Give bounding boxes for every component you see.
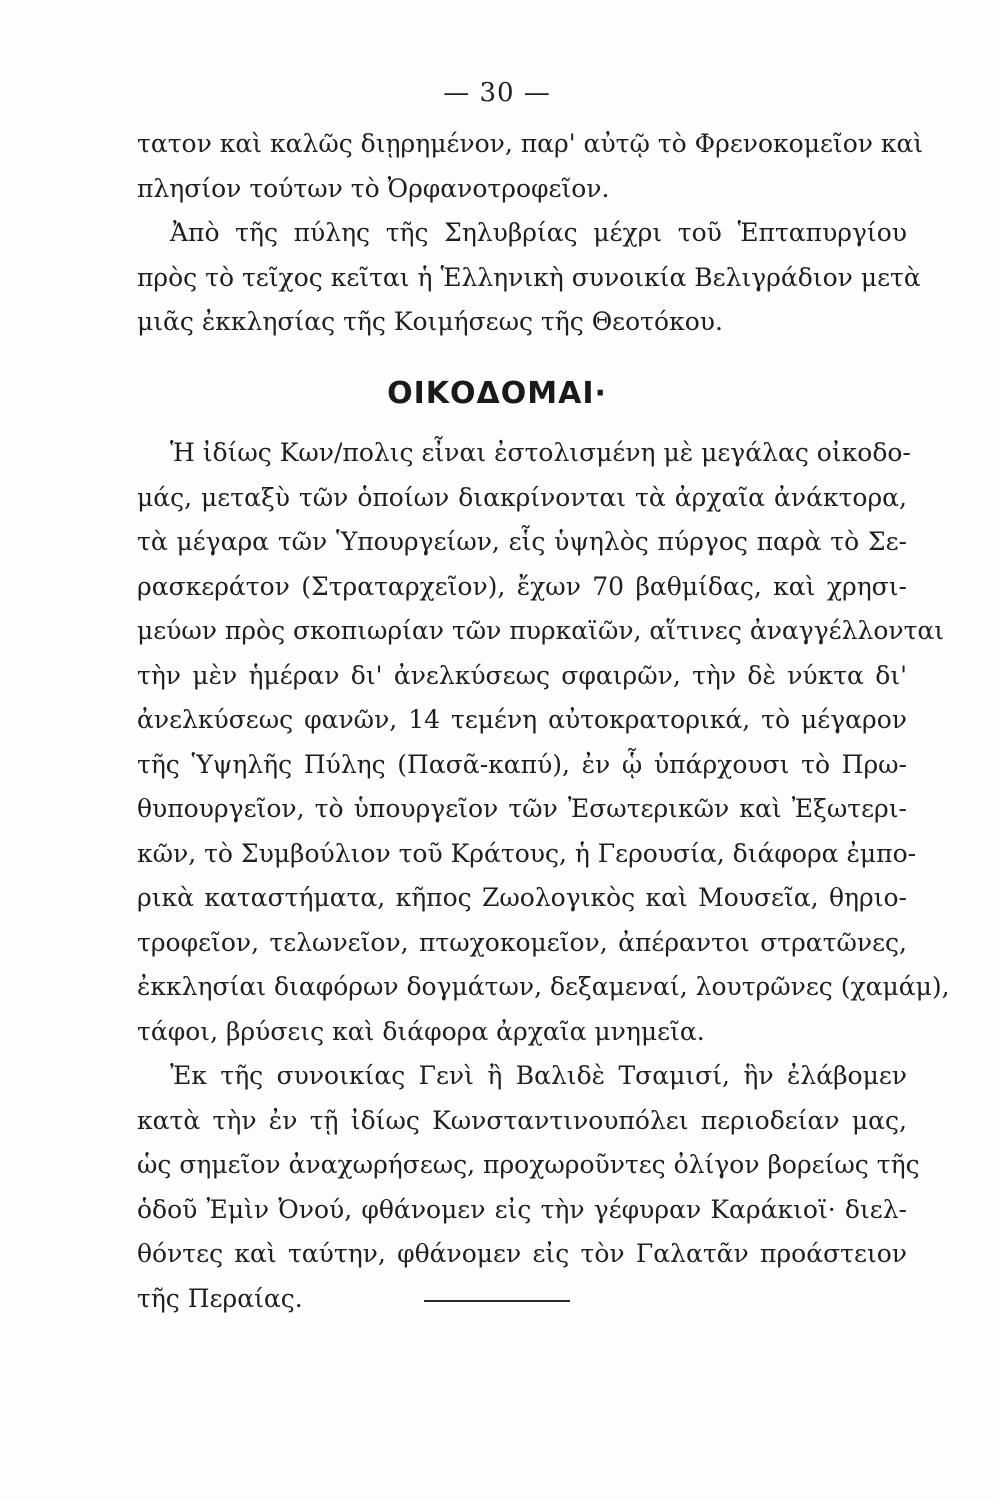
text-line: τάφοι, βρύσεις καὶ διάφορα ἀρχαῖα μνημεῖα. — [137, 1016, 705, 1046]
body-paragraphs — [137, 431, 950, 1321]
text-line: Ἐκ τῆς συνοικίας Γενὶ ἢ Βαλιδὲ Τσαμισί, ἣν ἐλάβομεν — [170, 1061, 907, 1090]
text-line: κατὰ τὴν ἐν τῇ ἰδίως Κωνσταντινουπόλει περιοδείαν μας, — [137, 1105, 907, 1135]
text-line: θυπουργεῖον, τὸ ὑπουργεῖον τῶν Ἐσωτερικῶν καὶ Ἐξωτερι- — [137, 794, 907, 823]
text-line: τῆς Περαίας. — [137, 1283, 303, 1313]
text-line: ὡς σημεῖον ἀναχωρήσεως, προχωροῦντες ὀλίγον βορείως τῆς — [137, 1150, 920, 1179]
text-line: μιᾶς ἐκκλησίας τῆς Κοιμήσεως τῆς Θεοτόκου. — [137, 307, 723, 336]
end-rule — [424, 1300, 570, 1302]
section-heading: ΟΙΚΟΔΟΜΑΙ· — [387, 376, 607, 411]
text-line: θόντες καὶ ταύτην, φθάνομεν εἰς τὸν Γαλατᾶν προάστειον — [137, 1239, 907, 1268]
text-line: τὴν μὲν ἡμέραν δι' ἀνελκύσεως σφαιρῶν, τὴν δὲ νύκτα δι' — [137, 660, 907, 690]
page-number: — 30 — — [443, 78, 551, 108]
text-line: ρικὰ καταστήματα, κῆπος Ζωολογικὸς καὶ Μουσεῖα, θηριο- — [137, 883, 907, 912]
intro-paragraphs — [137, 122, 924, 345]
text-line: τῆς Ὑψηλῆς Πύλης (Πασᾶ-καπύ), ἐν ᾧ ὑπάρχουσι τὸ Πρω- — [137, 749, 907, 779]
text-line: μάς, μεταξὺ τῶν ὁποίων διακρίνονται τὰ ἀρχαῖα ἀνάκτορα, — [137, 482, 907, 512]
text-line: πρὸς τὸ τεῖχος κεῖται ἡ Ἑλληνικὴ συνοικία Βελιγράδιον μετὰ — [137, 262, 921, 292]
text-line: ἀνελκύσεως φανῶν, 14 τεμένη αὐτοκρατορικά, τὸ μέγαρον — [137, 705, 907, 734]
text-line: ρασκεράτον (Στραταρχεῖον), ἔχων 70 βαθμίδας, καὶ χρησι- — [137, 571, 907, 601]
text-line: μεύων πρὸς σκοπιωρίαν τῶν πυρκαϊῶν, αἵτινες ἀναγγέλλονται — [137, 616, 945, 645]
text-line: τατον καὶ καλῶς διῃρημένον, παρ' αὐτῷ τὸ Φρενοκομεῖον καὶ — [137, 129, 924, 158]
text-line: πλησίον τούτων τὸ Ὀρφανοτροφεῖον. — [137, 173, 610, 203]
text-line: Ἡ ἰδίως Κων/πολις εἶναι ἐστολισμένη μὲ μεγάλας οἰκοδο- — [170, 438, 911, 467]
text-line: τροφεῖον, τελωνεῖον, πτωχοκομεῖον, ἀπέραντοι στρατῶνες, — [137, 927, 907, 957]
text-line: τὰ μέγαρα τῶν Ὑπουργείων, εἷς ὑψηλὸς πύργος παρὰ τὸ Σε- — [137, 527, 907, 556]
text-line: ὁδοῦ Ἐμὶν Ὀνού, φθάνομεν εἰς τὴν γέφυραν Καράκιοϊ· διελ- — [137, 1194, 907, 1224]
text-line: κῶν, τὸ Συμβούλιον τοῦ Κράτους, ἡ Γερουσία, διάφορα ἐμπο- — [137, 838, 917, 868]
text-line: Ἀπὸ τῆς πύλης τῆς Σηλυβρίας μέχρι τοῦ Ἑπταπυργίου — [170, 218, 907, 247]
text-line: ἐκκλησίαι διαφόρων δογμάτων, δεξαμεναί, λουτρῶνες (χαμάμ), — [137, 972, 950, 1001]
